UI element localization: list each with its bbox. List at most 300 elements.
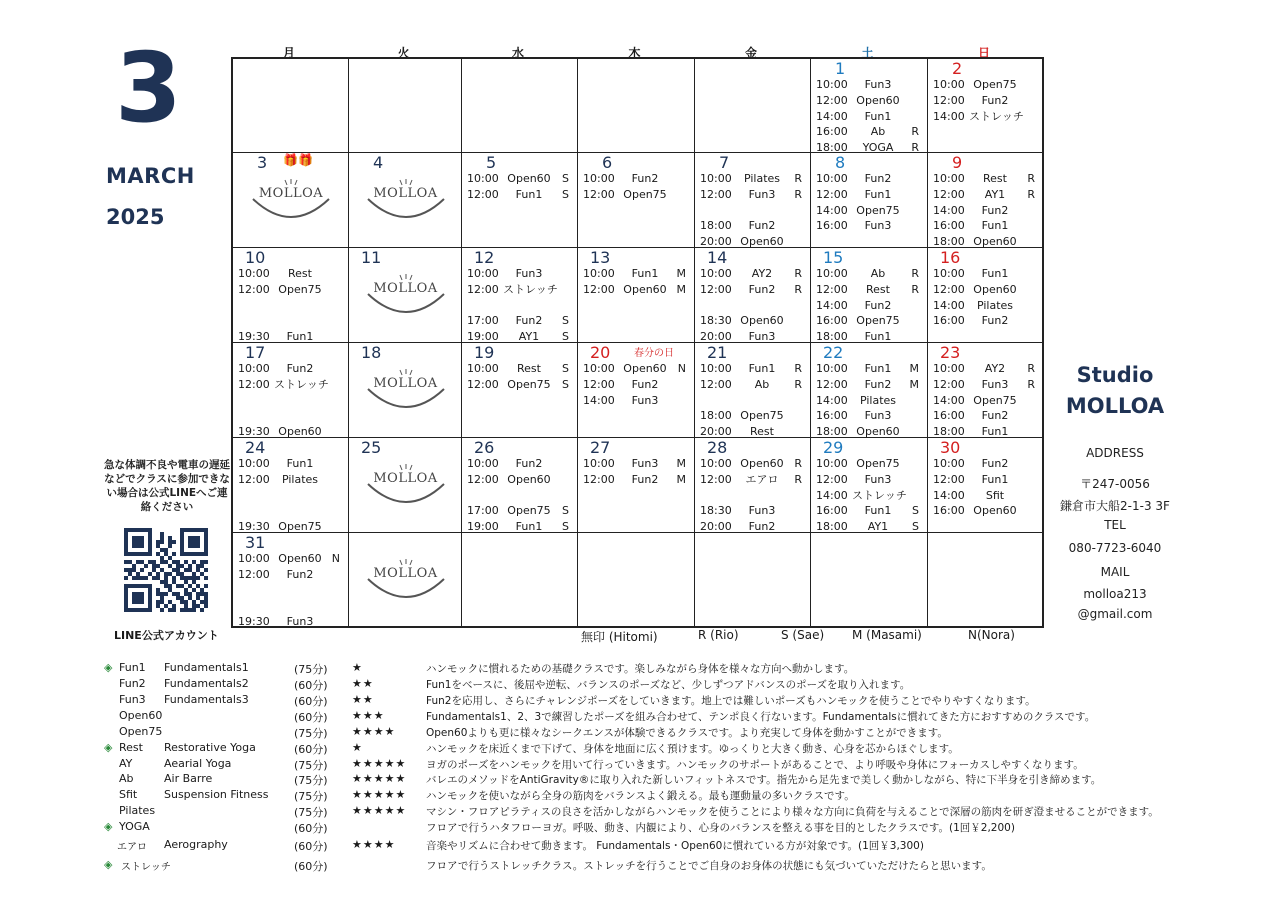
difficulty-stars: ★★★★★ — [352, 788, 407, 801]
class-name: AY1 — [518, 330, 540, 344]
instructor-code: R — [794, 472, 802, 486]
class-entry — [933, 282, 1037, 298]
class-code: Open75 — [119, 725, 163, 738]
calendar-day-cell — [349, 248, 462, 343]
instructor-code: M — [676, 472, 686, 486]
calendar-day-cell — [233, 343, 349, 438]
class-time: 12:00 — [583, 187, 615, 201]
class-code: Ab — [119, 772, 134, 785]
class-entry — [238, 614, 342, 630]
instructor-code: S — [562, 172, 569, 185]
class-name: ストレッチ — [852, 488, 907, 502]
tel-label: TEL — [1104, 518, 1126, 532]
class-name: Fun2 — [631, 377, 659, 391]
class-description: 音楽やリズムに合わせて動きます。 Fundamentals・Open60に慣れている方が対象です。(1回￥3,300) — [426, 840, 924, 852]
class-entry — [816, 282, 921, 298]
calendar-day-cell — [462, 153, 578, 248]
calendar-day-cell — [349, 533, 462, 628]
class-name: Fun2 — [864, 298, 892, 312]
class-name: Fun2 — [748, 219, 776, 233]
class-name: Fun2 — [981, 93, 1009, 107]
instructor-code: S — [562, 314, 569, 328]
day-number: 4 — [373, 153, 384, 172]
class-name: Fun3 — [631, 457, 659, 470]
class-name: Open60 — [507, 172, 551, 185]
class-name: Open75 — [856, 457, 900, 470]
class-legend-row — [0, 838, 1280, 854]
class-entry — [700, 456, 804, 472]
class-time: 16:00 — [816, 219, 848, 233]
class-name: Fun3 — [515, 267, 543, 280]
class-name: Open75 — [740, 409, 784, 423]
shield-icon: ◈ — [104, 858, 113, 871]
class-code: エアロ — [117, 842, 147, 853]
class-name: Fun3 — [864, 472, 892, 486]
class-name: Ab — [870, 125, 886, 139]
class-time: 12:00 — [816, 93, 848, 107]
class-entry — [816, 488, 921, 504]
class-time: 14:00 — [583, 393, 615, 407]
class-name: ストレッチ — [274, 377, 329, 391]
class-name: Fun1 — [864, 362, 892, 375]
instructor-code: S — [912, 504, 919, 518]
class-entry — [700, 361, 804, 377]
class-duration: (60分) — [294, 679, 328, 692]
instructor-code: S — [562, 187, 569, 201]
class-name: Rest — [750, 425, 774, 439]
instructor-code: N — [677, 362, 686, 375]
day-number: 9 — [952, 153, 963, 172]
class-duration: (60分) — [294, 860, 328, 873]
difficulty-stars: ★★★★ — [352, 838, 396, 851]
class-name: Fun1 — [286, 457, 314, 470]
class-name: Pilates — [743, 172, 781, 185]
mail-user: molloa213 — [1083, 587, 1147, 601]
tel-number: 080-7723-6040 — [1068, 541, 1162, 555]
class-time: 12:00 — [816, 187, 848, 201]
class-legend-row — [0, 709, 1280, 725]
instructor-code: S — [562, 330, 569, 344]
class-name: Open75 — [278, 282, 322, 296]
class-fullname: Aearial Yoga — [164, 757, 232, 770]
class-entry — [933, 187, 1037, 203]
street-address: 鎌倉市大船2-1-3 3F — [1060, 499, 1170, 513]
class-time: 16:00 — [816, 409, 848, 423]
calendar-day-cell — [578, 438, 695, 533]
class-name: Fun1 — [981, 219, 1009, 233]
day-number: 19 — [474, 343, 495, 362]
gift-icon: 🎁🎁 — [283, 153, 313, 167]
class-time: 10:00 — [467, 267, 499, 280]
class-name: Rest — [288, 267, 312, 280]
weekday-header: 木 — [628, 46, 641, 60]
class-description: Fun1をベースに、後屈や逆転、バランスのポーズなど、少しずつアドバンスのポーズを取り入れます。 — [426, 679, 911, 691]
class-description: Fundamentals1、2、3で練習したポーズを組み合わせて、テンポ良く行ないます。Fundamentalsに慣れてきた方におすすめのクラスです。 — [426, 711, 1096, 723]
calendar-day-cell — [695, 343, 811, 438]
class-time: 12:00 — [238, 282, 270, 296]
instructor-legend: M (Masami) — [852, 628, 922, 642]
day-number: 27 — [590, 438, 611, 457]
calendar-day-cell — [811, 248, 928, 343]
instructor-code: R — [1027, 377, 1035, 391]
class-name: Open75 — [278, 520, 322, 534]
class-time: 10:00 — [933, 78, 965, 91]
class-entry — [700, 266, 804, 282]
class-time: 14:00 — [816, 298, 848, 312]
class-code: Fun2 — [119, 677, 146, 690]
class-duration: (75分) — [294, 663, 328, 676]
class-legend-row — [0, 725, 1280, 741]
class-legend-row — [0, 693, 1280, 709]
class-name: Fun2 — [286, 362, 314, 375]
class-time: 14:00 — [816, 488, 848, 502]
class-time: 12:00 — [700, 187, 732, 201]
class-time: 14:00 — [816, 203, 848, 217]
class-name: Open75 — [973, 393, 1017, 407]
class-time: 12:00 — [933, 93, 965, 107]
class-entry — [467, 361, 571, 377]
shield-icon: ◈ — [104, 820, 113, 833]
calendar-day-cell — [695, 438, 811, 533]
class-fullname: Restorative Yoga — [164, 741, 256, 754]
day-number: 26 — [474, 438, 495, 457]
class-name: Rest — [866, 282, 890, 296]
class-entry — [700, 472, 804, 488]
calendar-day-cell — [233, 533, 349, 628]
class-time: 16:00 — [816, 125, 848, 139]
class-description: ハンモックに慣れるための基礎クラスです。楽しみながら身体を様々な方向へ動かします。 — [426, 663, 855, 675]
class-entry — [700, 377, 804, 393]
class-fullname: Aerography — [164, 838, 228, 851]
class-name: Ab — [870, 267, 886, 280]
instructor-code: R — [794, 457, 802, 470]
class-legend-row — [0, 741, 1280, 757]
class-name: Fun2 — [631, 172, 659, 185]
instructor-code: R — [911, 141, 919, 155]
class-description: フロアで行うハタフローヨガ。呼吸、動き、内観により、心身のバランスを整える事を目的としたクラスです。(1回￥2,200) — [426, 822, 1015, 834]
class-time: 18:00 — [933, 235, 965, 249]
class-entry — [816, 393, 921, 409]
class-time: 18:30 — [700, 504, 732, 518]
class-time: 18:00 — [700, 409, 732, 423]
class-time: 10:00 — [933, 267, 965, 280]
class-time: 18:00 — [700, 219, 732, 233]
class-time: 12:00 — [467, 472, 499, 486]
class-entry — [816, 408, 921, 424]
weekday-header: 火 — [397, 46, 410, 60]
instructor-code: S — [562, 520, 569, 534]
instructor-code: S — [562, 362, 569, 375]
class-time: 12:00 — [700, 377, 732, 391]
calendar-day-cell — [928, 248, 1044, 343]
instructor-code: R — [794, 172, 802, 185]
class-name: Ab — [754, 377, 770, 391]
instructor-code: R — [794, 377, 802, 391]
day-number: 3 — [257, 153, 268, 172]
class-time: 10:00 — [238, 552, 270, 565]
class-time: 12:00 — [700, 472, 732, 486]
calendar-day-cell — [349, 153, 462, 248]
class-time: 16:00 — [933, 314, 965, 328]
calendar-day-cell — [928, 343, 1044, 438]
class-name: Open75 — [507, 504, 551, 518]
class-description: ハンモックを床近くまで下げて、身体を地面に広く預けます。ゆっくりと大きく動き、心身を芯からほぐします。 — [426, 743, 959, 755]
day-number: 2 — [952, 59, 963, 78]
instructor-code: S — [912, 520, 919, 534]
calendar-day-cell — [928, 153, 1044, 248]
class-description: Open60よりも更に様々なシークエンスが体験できるクラスです。より充実して身体を動かすことができます。 — [426, 727, 948, 739]
studio-name: Studio MOLLOA — [1065, 363, 1165, 418]
class-time: 10:00 — [933, 457, 965, 470]
class-time: 12:00 — [933, 377, 965, 391]
molloa-logo — [362, 367, 450, 415]
class-time: 18:00 — [816, 141, 848, 155]
day-number: 20 — [590, 343, 611, 362]
class-time: 10:00 — [816, 457, 848, 470]
class-entry — [700, 218, 804, 234]
class-entry — [238, 567, 342, 583]
class-entry — [583, 456, 688, 472]
day-number: 24 — [245, 438, 266, 457]
class-time: 12:00 — [238, 567, 270, 581]
holiday-label: 春分の日 — [634, 348, 674, 359]
difficulty-stars: ★★ — [352, 693, 374, 706]
calendar-day-cell — [233, 248, 349, 343]
class-time: 10:00 — [816, 78, 848, 91]
class-name: Fun1 — [981, 267, 1009, 280]
calendar-day-cell — [462, 343, 578, 438]
class-name: Fun2 — [864, 377, 892, 391]
day-number: 22 — [823, 343, 844, 362]
class-time: 10:00 — [933, 362, 965, 375]
class-legend-row — [0, 757, 1280, 773]
day-number: 30 — [940, 438, 961, 457]
class-name: Fun3 — [748, 504, 776, 518]
class-entry — [700, 313, 804, 329]
qr-code-icon[interactable] — [124, 528, 208, 612]
class-name: Fun1 — [981, 472, 1009, 486]
class-entry — [467, 519, 571, 535]
class-entry — [933, 393, 1037, 409]
class-time: 12:00 — [933, 282, 965, 296]
instructor-code: M — [909, 362, 919, 375]
class-entry — [238, 472, 342, 488]
class-entry — [583, 266, 688, 282]
class-name: Pilates — [976, 298, 1014, 312]
class-duration: (75分) — [294, 806, 328, 819]
day-number: 31 — [245, 533, 266, 552]
class-name: Fun3 — [748, 187, 776, 201]
class-time: 12:00 — [467, 187, 499, 201]
class-name: Open60 — [973, 235, 1017, 249]
molloa-logo — [247, 177, 335, 225]
calendar-day-cell — [349, 438, 462, 533]
class-name: Open60 — [856, 93, 900, 107]
class-entry — [933, 456, 1037, 472]
instructor-legend: R (Rio) — [698, 628, 739, 642]
class-time: 10:00 — [700, 267, 732, 280]
class-entry — [238, 456, 342, 472]
year: 2025 — [106, 205, 165, 229]
instructor-code: R — [1027, 187, 1035, 201]
class-entry — [700, 282, 804, 298]
calendar-day-cell — [928, 438, 1044, 533]
class-entry — [700, 519, 804, 535]
class-time: 19:30 — [238, 615, 270, 629]
class-duration: (60分) — [294, 822, 328, 835]
class-time: 16:00 — [933, 219, 965, 233]
class-name: Fun3 — [631, 393, 659, 407]
day-number: 13 — [590, 248, 611, 267]
class-time: 10:00 — [816, 267, 848, 280]
class-time: 18:30 — [700, 314, 732, 328]
calendar-day-cell — [811, 343, 928, 438]
class-duration: (75分) — [294, 790, 328, 803]
class-name: Open60 — [973, 282, 1017, 296]
class-time: 10:00 — [238, 362, 270, 375]
class-entry — [467, 171, 571, 187]
class-name: Fun2 — [981, 457, 1009, 470]
class-name: Fun2 — [286, 567, 314, 581]
day-number: 18 — [361, 343, 382, 362]
instructor-code: R — [794, 267, 802, 280]
class-entry — [816, 377, 921, 393]
class-legend-row — [0, 858, 1280, 874]
class-entry — [933, 203, 1037, 219]
class-name: Fun3 — [864, 409, 892, 423]
day-number: 7 — [719, 153, 730, 172]
instructor-code: M — [676, 282, 686, 296]
day-number: 11 — [361, 248, 382, 267]
class-name: Open60 — [856, 425, 900, 439]
month-name: MARCH — [106, 164, 195, 188]
class-time: 10:00 — [583, 362, 615, 375]
class-entry — [467, 187, 571, 203]
calendar-day-cell — [578, 153, 695, 248]
class-entry — [467, 282, 571, 298]
class-name: Open60 — [623, 282, 667, 296]
instructor-legend: 無印 (Hitomi) — [581, 630, 658, 644]
class-legend-row — [0, 820, 1280, 836]
weekday-header: 月 — [282, 46, 295, 60]
class-name: Fun1 — [981, 425, 1009, 439]
class-time: 12:00 — [816, 472, 848, 486]
logo-text: MOLLOA — [373, 376, 438, 391]
class-entry — [467, 377, 571, 393]
class-time: 19:30 — [238, 330, 270, 344]
difficulty-stars: ★ — [352, 661, 363, 674]
class-entry — [933, 298, 1037, 314]
class-name: Rest — [983, 172, 1007, 185]
class-time: 12:00 — [933, 187, 965, 201]
class-entry — [816, 472, 921, 488]
class-duration: (60分) — [294, 711, 328, 724]
class-fullname: Fundamentals3 — [164, 693, 249, 706]
class-time: 19:30 — [238, 520, 270, 534]
class-name: Fun2 — [515, 314, 543, 328]
class-time: 12:00 — [583, 472, 615, 486]
weekday-header: 金 — [744, 46, 757, 60]
class-name: Fun1 — [864, 330, 892, 344]
day-number: 6 — [602, 153, 613, 172]
shield-icon: ◈ — [104, 661, 113, 674]
class-time: 16:00 — [933, 504, 965, 518]
class-entry — [816, 203, 921, 219]
calendar-day-cell — [811, 59, 928, 153]
class-name: Open60 — [278, 425, 322, 439]
class-time: 14:00 — [933, 488, 965, 502]
class-time: 12:00 — [583, 377, 615, 391]
class-description: バレエのメソッドをAntiGravity®に取り入れた新しいフィットネスです。指先から足先まで美しく動かしながら、特に下半身を引き締めます。 — [426, 774, 1102, 786]
class-time: 16:00 — [816, 504, 848, 518]
class-time: 12:00 — [816, 282, 848, 296]
month-number: 3 — [115, 32, 182, 144]
class-entry — [583, 393, 688, 409]
calendar-day-cell — [811, 438, 928, 533]
class-entry — [933, 109, 1037, 125]
class-name: Open75 — [973, 78, 1017, 91]
difficulty-stars: ★★ — [352, 677, 374, 690]
class-entry — [467, 456, 571, 472]
class-description: ハンモックを使いながら全身の筋肉をバランスよく鍛える。最も運動量の多いクラスです。 — [426, 790, 855, 802]
class-time: 10:00 — [467, 457, 499, 470]
weekday-header: 土 — [861, 46, 874, 60]
class-name: Rest — [517, 362, 541, 375]
class-time: 14:00 — [933, 298, 965, 312]
class-entry — [467, 266, 571, 282]
class-code: Pilates — [119, 804, 156, 817]
class-entry — [933, 171, 1037, 187]
instructor-code: N — [331, 552, 340, 565]
class-time: 10:00 — [467, 172, 499, 185]
class-time: 10:00 — [700, 362, 732, 375]
class-name: Pilates — [859, 393, 897, 407]
class-fullname: Suspension Fitness — [164, 788, 269, 801]
class-name: エアロ — [745, 472, 779, 486]
class-name: Fun3 — [864, 219, 892, 233]
class-entry — [933, 488, 1037, 504]
weekday-header: 水 — [511, 46, 524, 60]
class-time: 20:00 — [700, 520, 732, 534]
class-name: Open60 — [973, 504, 1017, 518]
class-time: 12:00 — [467, 282, 499, 296]
class-name: Fun2 — [631, 472, 659, 486]
class-entry — [583, 282, 688, 298]
class-time: 17:00 — [467, 314, 499, 328]
class-entry — [700, 171, 804, 187]
weekday-header: 日 — [977, 46, 990, 60]
shield-icon: ◈ — [104, 741, 113, 754]
day-number: 15 — [823, 248, 844, 267]
class-entry — [238, 361, 342, 377]
class-time: 12:00 — [816, 377, 848, 391]
class-name: Fun1 — [515, 520, 543, 534]
instructor-code: S — [562, 377, 569, 391]
class-name: Fun2 — [981, 314, 1009, 328]
class-entry — [933, 377, 1037, 393]
class-entry — [816, 519, 921, 535]
class-time: 10:00 — [700, 457, 732, 470]
class-time: 12:00 — [700, 282, 732, 296]
class-duration: (60分) — [294, 743, 328, 756]
class-name: Fun1 — [286, 330, 314, 344]
class-time: 10:00 — [583, 267, 615, 280]
calendar-day-cell — [578, 248, 695, 343]
difficulty-stars: ★★★★ — [352, 725, 396, 738]
left-note: 急な体調不良や電車の遅延などでクラスに参加できない場合は公式LINEへご連絡ください — [104, 459, 230, 513]
molloa-logo — [362, 557, 450, 605]
class-name: Fun1 — [864, 504, 892, 518]
